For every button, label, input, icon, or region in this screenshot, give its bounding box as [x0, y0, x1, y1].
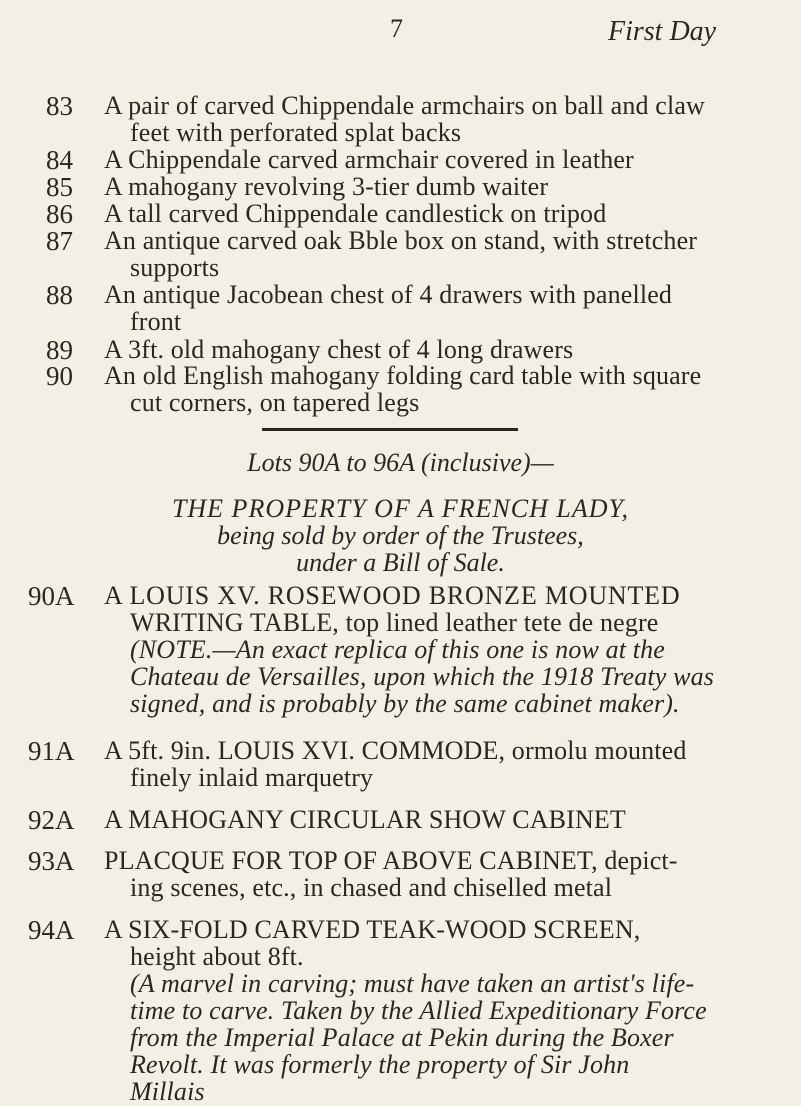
running-head: First Day — [608, 16, 717, 47]
lot-number: 88 — [46, 280, 73, 310]
page-number: 7 — [390, 14, 403, 43]
lot-number: 83 — [46, 91, 73, 121]
section-heading: Lots 90A to 96A (inclusive)— — [247, 448, 554, 477]
lot-description — [104, 281, 768, 335]
lot-description — [104, 806, 768, 833]
lot-description — [104, 173, 768, 200]
lot-number: 85 — [46, 172, 73, 202]
lot-line: An antique Jacobean chest of 4 drawers with panelled — [104, 280, 673, 309]
lot-line: time to carve. Taken by the Allied Expeditionary Force — [130, 996, 707, 1025]
lot-line: An antique carved oak Bble box on stand, with stretcher — [104, 226, 698, 255]
section-note-2: under a Bill of Sale. — [296, 548, 505, 577]
lot-number: 90 — [46, 361, 73, 391]
lot-line: Millais — [130, 1077, 205, 1106]
lot-line: A mahogany revolving 3-tier dumb waiter — [104, 172, 549, 201]
lot-description — [104, 336, 768, 363]
lot-line: An old English mahogany folding card table with square — [104, 361, 702, 390]
lot-line: from the Imperial Palace at Pekin during the Boxer — [130, 1023, 674, 1052]
lot-description — [104, 847, 768, 901]
section-note: being sold by order of the Trustees, — [217, 521, 584, 550]
lot-number: 94A — [28, 915, 75, 945]
section-owner: THE PROPERTY OF A FRENCH LADY, — [171, 494, 630, 523]
lot-line: signed, and is probably by the same cabinet maker). — [130, 689, 680, 718]
lot-line: supports — [130, 253, 220, 282]
lot-line: finely inlaid marquetry — [130, 763, 374, 792]
lot-number: 92A — [28, 805, 75, 835]
lot-description — [104, 916, 768, 1105]
lot-description — [104, 582, 768, 717]
lot-line: A LOUIS XV. ROSEWOOD BRONZE MOUNTED — [104, 581, 681, 610]
lot-number: 89 — [46, 335, 73, 365]
lot-line: A 5ft. 9in. LOUIS XVI. COMMODE, ormolu mounted — [104, 736, 687, 765]
lot-line: (A marvel in carving; must have taken an artist's life- — [130, 969, 695, 998]
section-divider — [262, 428, 518, 431]
lot-line: A pair of carved Chippendale armchairs on ball and claw — [104, 91, 705, 120]
lot-line: height about 8ft. — [130, 942, 304, 971]
lot-line: WRITING TABLE, top lined leather tete de negre — [130, 608, 659, 637]
lot-description — [104, 737, 768, 791]
lot-number: 86 — [46, 199, 73, 229]
lot-line: A 3ft. old mahogany chest of 4 long drawers — [104, 335, 574, 364]
lot-description — [104, 227, 768, 281]
lot-number: 91A — [28, 736, 75, 766]
lot-description — [104, 92, 768, 146]
lot-line: Revolt. It was formerly the property of Sir John — [130, 1050, 630, 1079]
lot-description — [104, 362, 768, 416]
lot-number: 90A — [28, 581, 75, 611]
lot-line: PLACQUE FOR TOP OF ABOVE CABINET, depict- — [104, 846, 678, 875]
lot-line: cut corners, on tapered legs — [130, 388, 420, 417]
lot-line: A MAHOGANY CIRCULAR SHOW CABINET — [104, 805, 626, 834]
lot-line: (NOTE.—An exact replica of this one is now at the — [130, 635, 665, 664]
lot-number: 84 — [46, 145, 73, 175]
lot-number: 93A — [28, 846, 75, 876]
lot-description — [104, 146, 768, 173]
lot-line: feet with perforated splat backs — [130, 118, 462, 147]
lot-line: A SIX-FOLD CARVED TEAK-WOOD SCREEN, — [104, 915, 641, 944]
lot-line: Chateau de Versailles, upon which the 1918 Treaty was — [130, 662, 715, 691]
lot-number: 87 — [46, 226, 73, 256]
lot-line: front — [130, 307, 182, 336]
lot-description — [104, 200, 768, 227]
lot-line: ing scenes, etc., in chased and chiselled metal — [130, 873, 613, 902]
lot-line: A Chippendale carved armchair covered in leather — [104, 145, 634, 174]
lot-line: A tall carved Chippendale candlestick on tripod — [104, 199, 607, 228]
